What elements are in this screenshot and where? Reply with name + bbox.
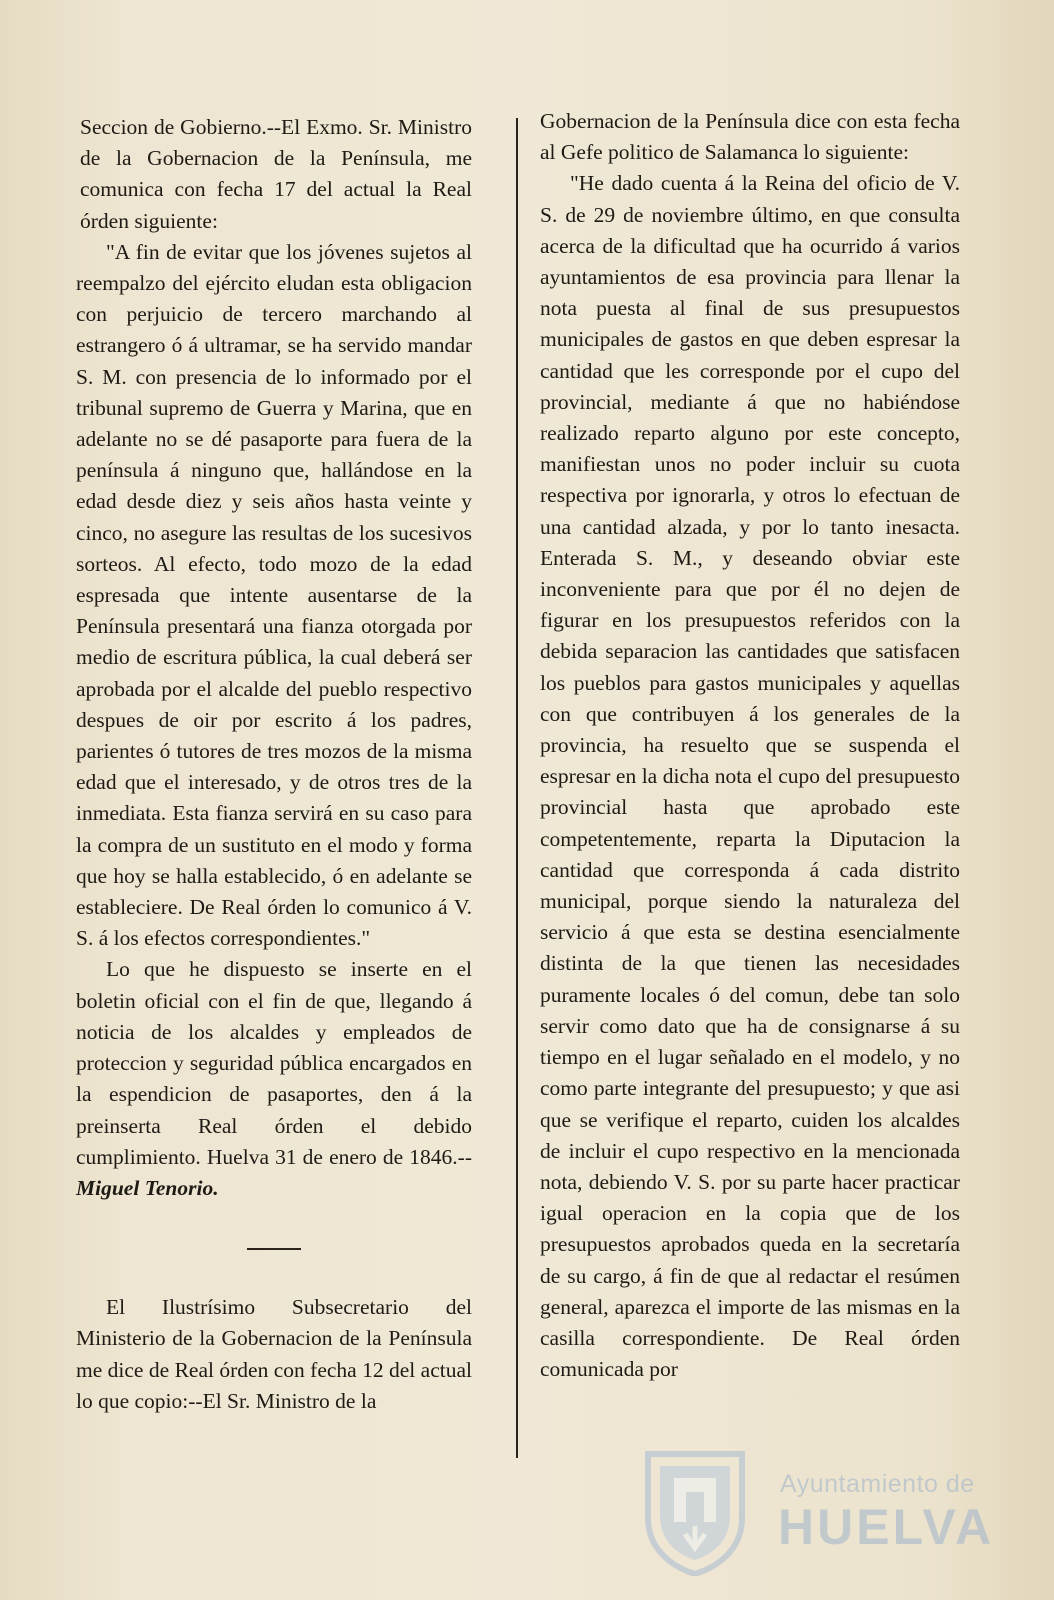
subsecretary-paragraph: El Ilustrísimo Subsecretario del Ministerio de la Gobernacion de la Península me dice de Real órden con fecha 12 del actual lo que copio:--El Sr. Ministro de la <box>76 1295 472 1413</box>
section-divider-rule <box>247 1248 301 1250</box>
watermark-text-line1: Ayuntamiento de <box>780 1470 975 1498</box>
queen-report-quote: "He dado cuenta á la Reina del oficio de V. S. de 29 de noviembre último, en que consulta acerca de la dificultad que ha ocurrido á varios ayuntamientos de esa provincia para llenar la nota puesta al final de sus presupuestos municipales de gastos en que deben espresar la cantidad que les corresponde por el cupo del provincial, mediante á que no habiéndose realizado reparto alguno por este concepto, manifiestan unos no poder incluir su cuota respectiva por ignorarla, y otros lo efectuan de una cantidad alzada, y por lo tanto inesacta. Enterada S. M., y deseando obviar este inconveniente para que por él no dejen de figurar en los presupuestos referidos con la debida separacion las cantidades que satisfacen los pueblos para gastos municipales y aquellas con que contribuyen á los generales de la provincia, ha resuelto que se suspenda el espresar en la dicha nota el cupo del presupuesto provincial hasta que aprobado este competentemente, reparta la Diputacion la cantidad que corresponda á cada distrito municipal, porque siendo la naturaleza del servicio á que esta se destina esencialmente distinta de la que tienen las necesidades puramente locales ó del comun, debe tan solo servir como dato que ha de consignarse á su tiempo en el lugar señalado en el modelo, y no como parte integrante del presupuesto; y que asi que se verifique el reparto, cuiden los alcaldes de incluir el cupo respectivo en la mencionada nota, debiendo V. S. por su parte hacer practicar igual operacion en la copia que de los presupuestos aprobados queda en la secretaría de su cargo, á fin de que al redactar el resúmen general, aparezca el importe de las mismas en la casilla correspondiente. De Real órden comunicada por <box>540 171 960 1382</box>
column-divider <box>516 118 518 1458</box>
watermark-text-line2: HUELVA <box>778 1499 995 1555</box>
watermark <box>640 1448 995 1578</box>
disposition-paragraph <box>76 954 472 1204</box>
signature: Miguel Tenorio. <box>76 1175 219 1200</box>
coat-of-arms-icon <box>640 1448 750 1576</box>
continuation-paragraph: Gobernacion de la Península dice con esta fecha al Gefe politico de Salamanca lo siguiente: <box>540 109 960 165</box>
left-column <box>76 112 472 1417</box>
disposition-text: Lo que he dispuesto se inserte en el boletin oficial con el fin de que, llegando á noticia de los alcaldes y empleados de proteccion y seguridad pública encargados en la espendicion de pasaportes, den á la preinserta Real órden el debido cumplimiento. Huelva 31 de enero de 1846.-- <box>76 957 472 1169</box>
royal-order-quote: "A fin de evitar que los jóvenes sujetos al reempalzo del ejército eludan esta obligacion con perjuicio de tercero marchando al estrangero ó á ultramar, se ha servido mandar S. M. con presencia de lo informado por el tribunal supremo de Guerra y Marina, que en adelante no se dé pasaporte para fuera de la península á ninguno que, hallándose en la edad desde diez y seis años hasta veinte y cinco, no asegure las resultas de los sucesivos sorteos. Al efecto, todo mozo de la edad espresada que intente ausentarse de la Península presentará una fianza otorgada por medio de escritura pública, la cual deberá ser aprobada por el alcalde del pueblo respectivo despues de oir por escrito á los padres, parientes ó tutores de tres mozos de la misma edad que el interesado, y de otros tres de la inmediata. Esta fianza servirá en su caso para la compra de un sustituto en el modo y forma que hoy se halla establecido, ó en adelante se estableciere. De Real órden lo comunico á V. S. á los efectos correspondientes." <box>76 239 472 951</box>
section-heading-paragraph: Seccion de Gobierno.--El Exmo. Sr. Ministro de la Gobernacion de la Península, me comunica con fecha 17 del actual la Real órden siguiente: <box>80 115 472 233</box>
right-column <box>540 106 960 1385</box>
